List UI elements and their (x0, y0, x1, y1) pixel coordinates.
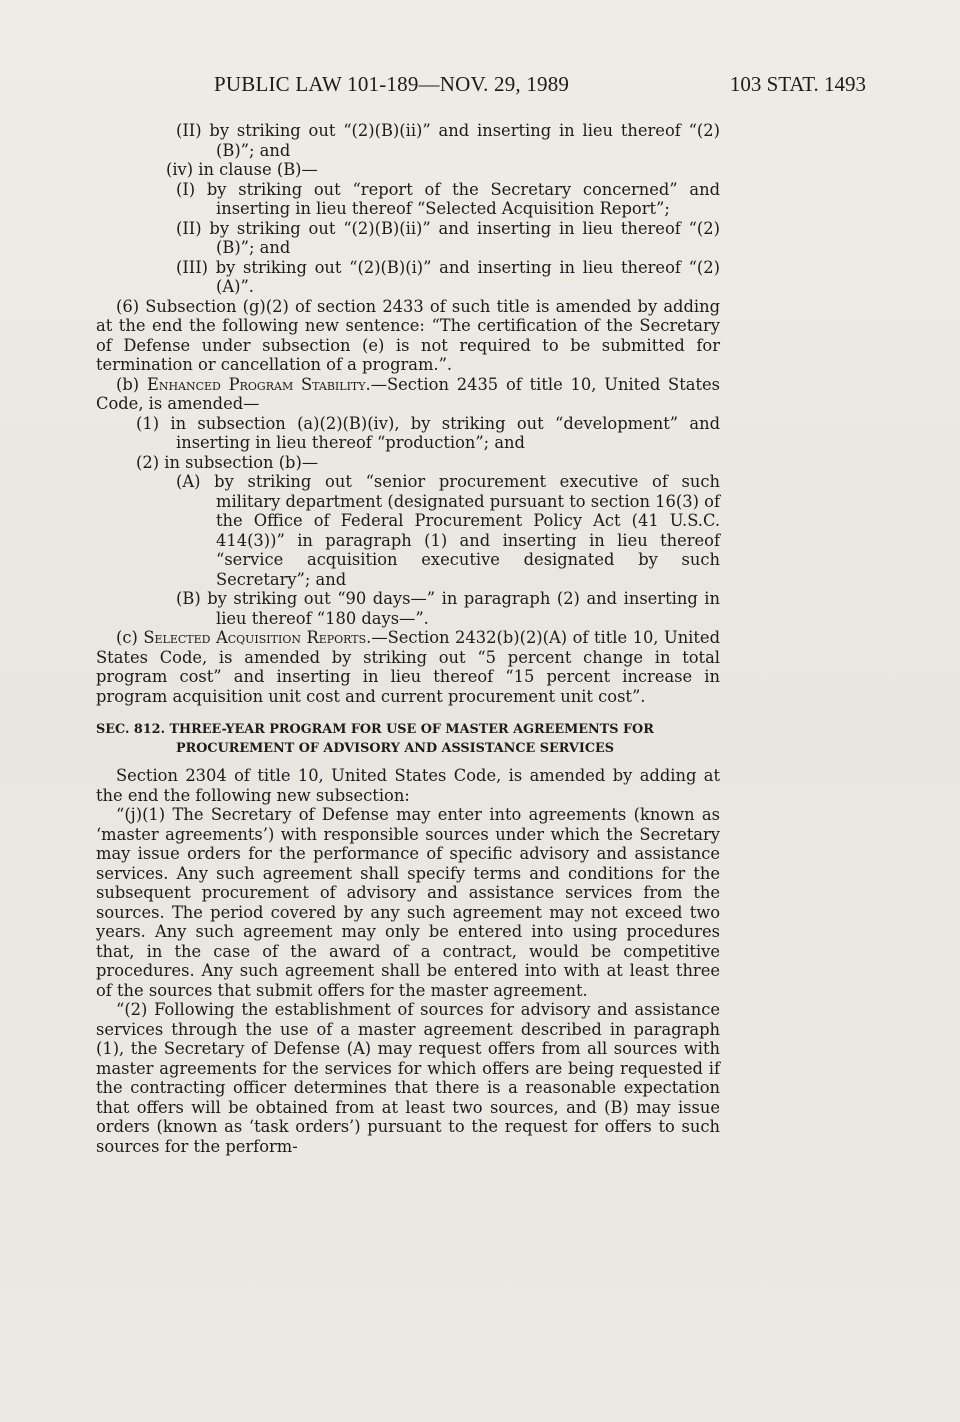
header-law-title: PUBLIC LAW 101-189—NOV. 29, 1989 (214, 72, 570, 96)
inline-heading: (b) (116, 374, 147, 394)
paragraph-text: —Section 2432(b)(2)(A) of title 10, United States Code, is amended by striking out “5 percent change in total program cost” and inserting in lieu thereof “15 percent increase in program acquisition unit cost and current procurement unit cost”. (96, 628, 720, 706)
paragraph (96, 628, 720, 706)
running-header (96, 72, 866, 102)
document-body (96, 121, 720, 1156)
inline-heading-caps: Selected Acquisition Reports. (143, 628, 372, 647)
section-heading: SEC. 812. THREE-YEAR PROGRAM FOR USE OF MASTER AGREEMENTS FOR PROCUREMENT OF ADVISORY AND ASSISTANCE SERVICES (96, 722, 654, 756)
inline-heading-caps: Enhanced Program Stability. (146, 374, 371, 394)
inline-heading: (c) (116, 628, 144, 647)
paragraph: (II) by striking out “(2)(B)(ii)” and inserting in lieu thereof “(2)(B)”; and (176, 121, 720, 160)
paragraph (96, 375, 720, 414)
paragraph: (II) by striking out “(2)(B)(ii)” and inserting in lieu thereof “(2)(B)”; and (176, 218, 720, 257)
paragraph: (6) Subsection (g)(2) of section 2433 of such title is amended by adding at the end the following new sentence: “The certification of the Secretary of Defense under subsection (e) is not required to be submitted for termination or cancellation of a program.”. (96, 296, 720, 374)
header-statute-page: 103 STAT. 1493 (729, 72, 866, 96)
paragraph: (III) by striking out “(2)(B)(i)” and inserting in lieu thereof “(2)(A)”. (176, 257, 720, 296)
paragraph: (B) by striking out “90 days—” in paragraph (2) and inserting in lieu thereof “180 days—”. (176, 589, 720, 628)
paragraph: (iv) in clause (B)— (166, 160, 318, 179)
paragraph-text: —Section 2435 of title 10, United States Code, is amended— (96, 374, 720, 413)
paragraph: Section 2304 of title 10, United States Code, is amended by adding at the end the following new subsection: (96, 766, 720, 805)
paragraph: “(2) Following the establishment of sources for advisory and assistance services through the use of a master agreement described in paragraph (1), the Secretary of Defense (A) may request offers from all sources with master agreements for the services for which offers are being requested if the contracting officer determines that there is a reasonable expectation that offers will be obtained from at least two sources, and (B) may issue orders (known as ‘task orders’) pursuant to the request for offers to such sources for the perform- (96, 1000, 720, 1156)
paragraph: “(j)(1) The Secretary of Defense may enter into agreements (known as ‘master agreements’) with responsible sources under which the Secretary may issue orders for the performance of specific advisory and assistance services. Any such agreement shall specify terms and conditions for the subsequent procurement of advisory and assistance services from the sources. The period covered by any such agreement may not exceed two years. Any such agreement may only be entered into using procedures that, in the case of the award of a contract, would be competitive procedures. Any such agreement shall be entered into with at least three of the sources that submit offers for the master agreement. (96, 805, 720, 1000)
paragraph: (1) in subsection (a)(2)(B)(iv), by striking out “development” and inserting in lieu thereof “production”; and (136, 413, 720, 452)
paragraph: (I) by striking out “report of the Secretary concerned” and inserting in lieu thereof “Selected Acquisition Report”; (176, 179, 720, 218)
paragraph: (2) in subsection (b)— (136, 452, 319, 472)
paragraph: (A) by striking out “senior procurement executive of such military department (designated pursuant to section 16(3) of the Office of Federal Procurement Policy Act (41 U.S.C. 414(3))” in paragraph (1) and inserting in lieu thereof “service acquisition executive designated by such Secretary”; and (176, 472, 720, 589)
